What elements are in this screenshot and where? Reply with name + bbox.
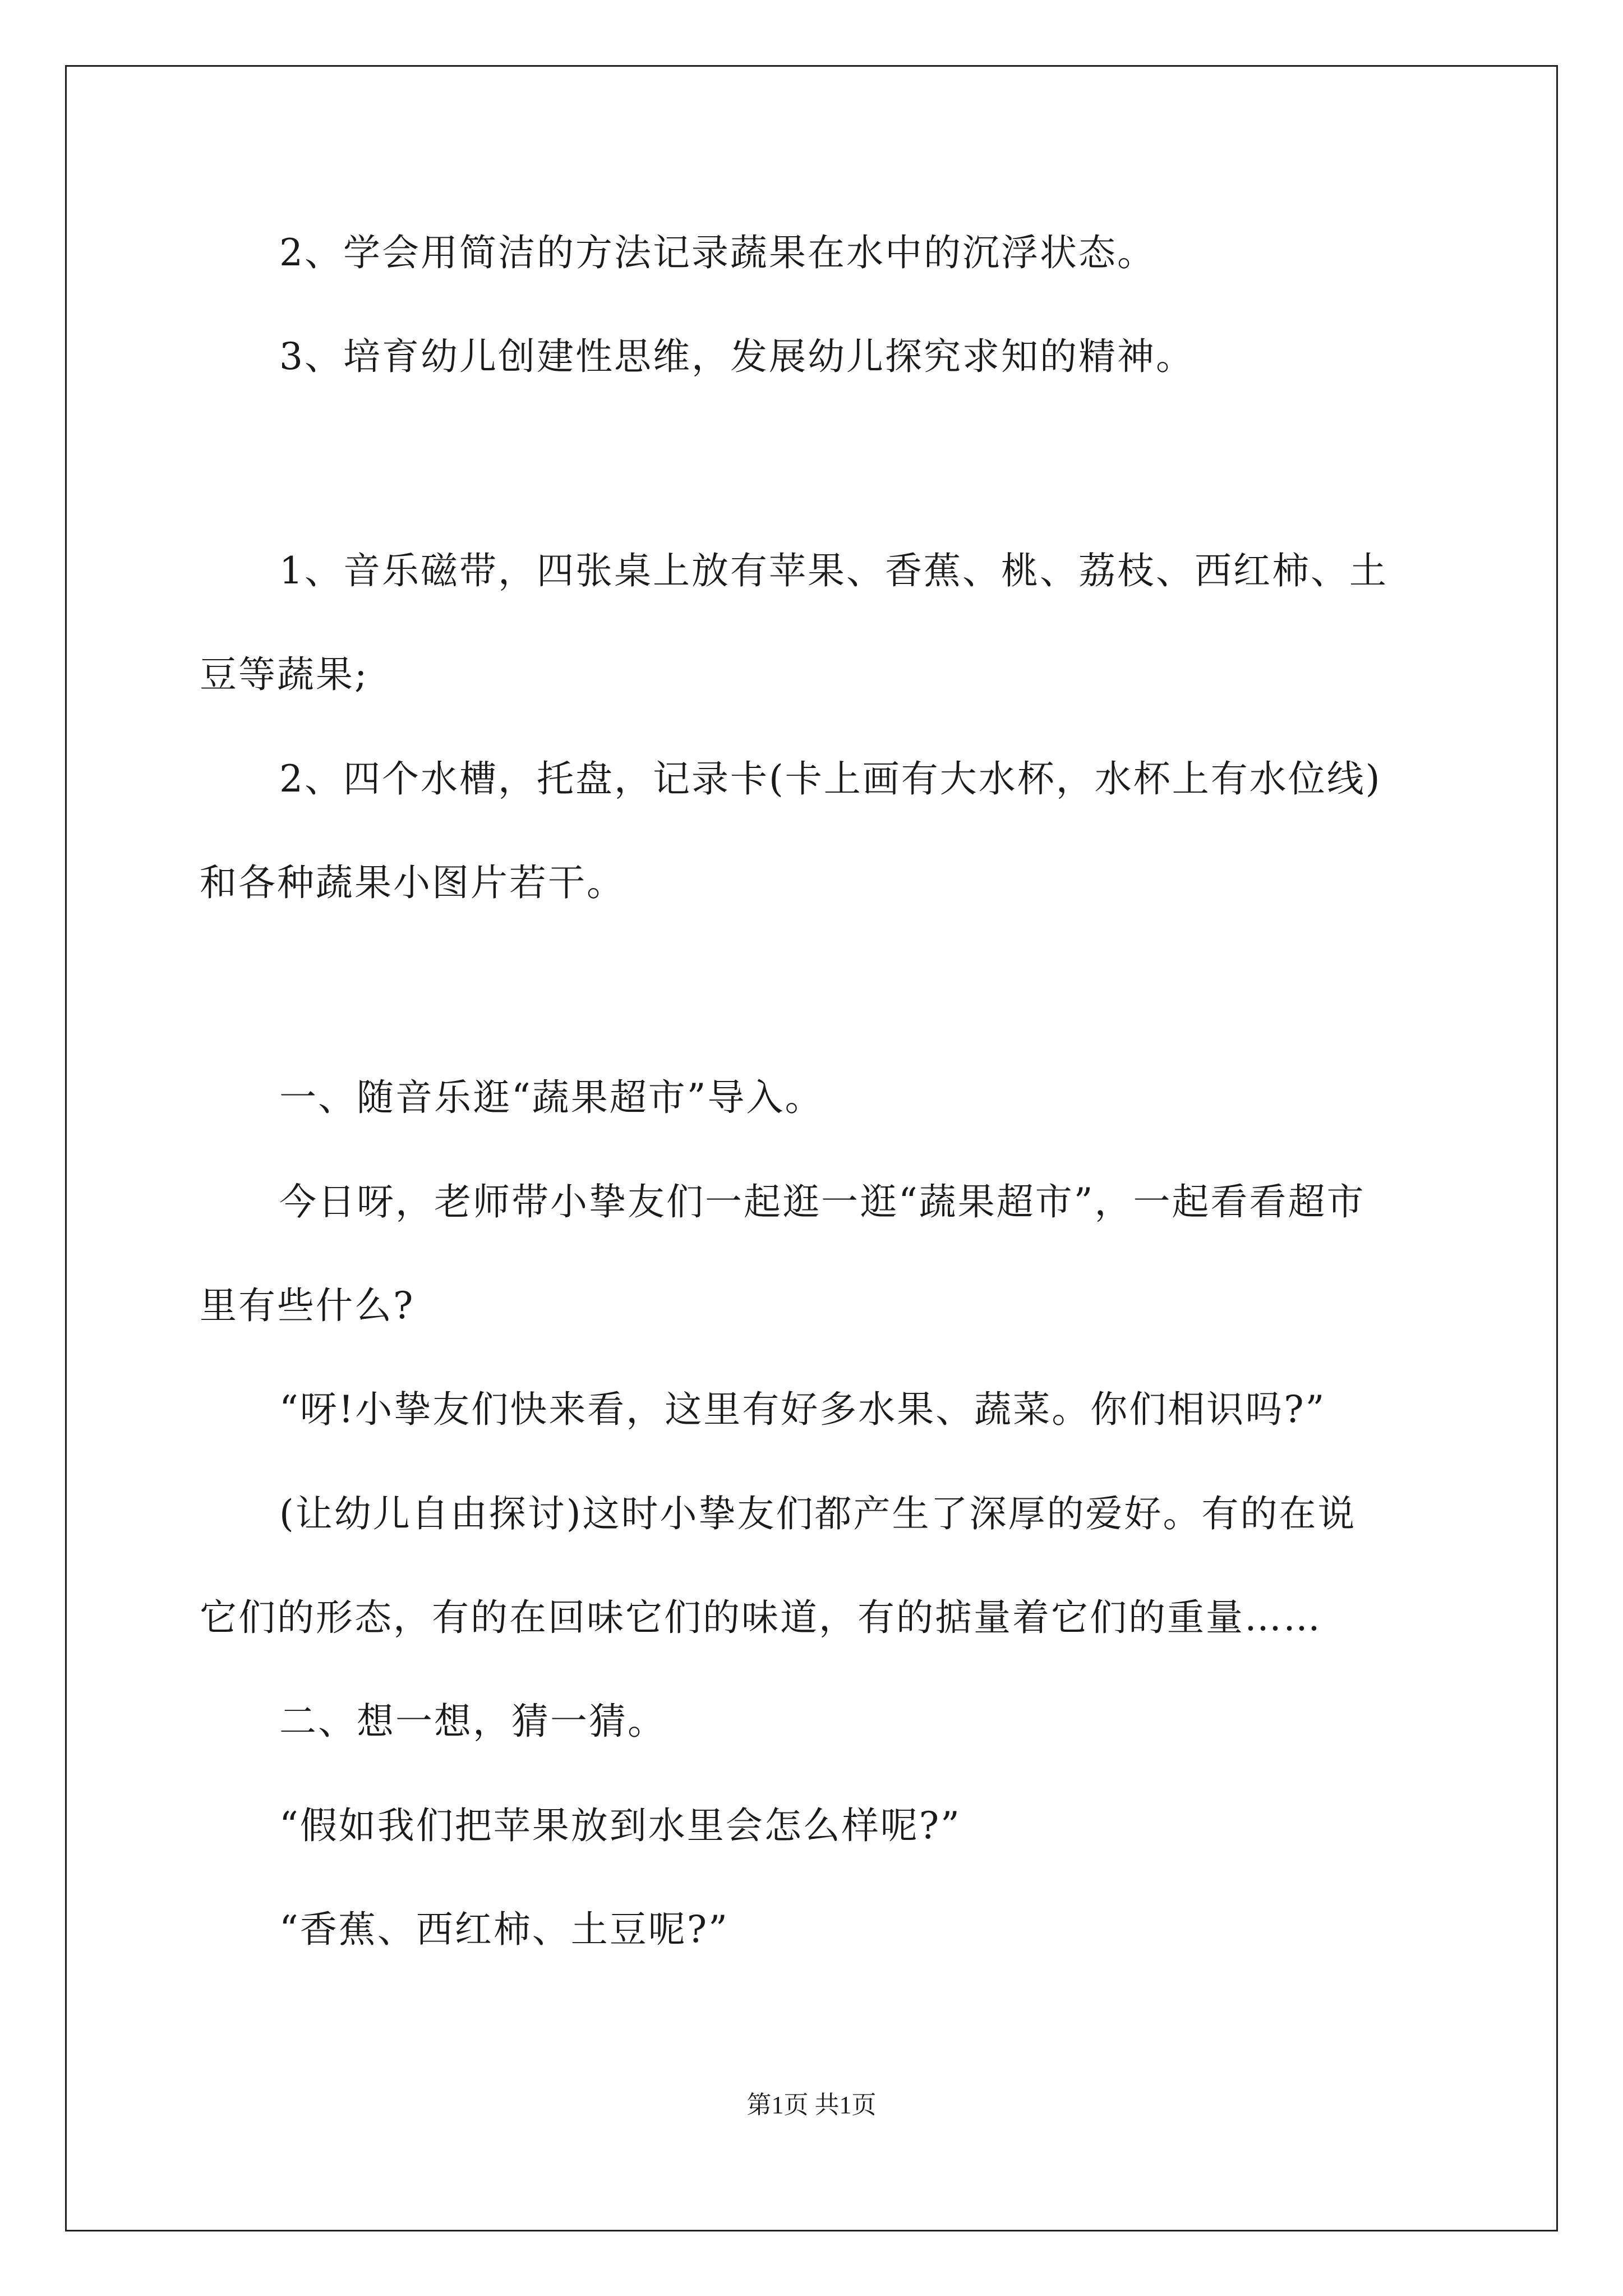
goal-2-line: 2、学会用简洁的方法记录蔬果在水中的沉浮状态。 [279, 231, 1156, 274]
material-2-line: 2、四个水槽，托盘，记录卡(卡上画有大水杯，水杯上有水位线) [279, 757, 1382, 800]
step-1-paragraph-continuation: 里有些什么? [200, 1284, 415, 1327]
question-2-line: “香蕉、西红柿、土豆呢?” [279, 1908, 729, 1951]
page-number-footer: 第1页 共1页 [746, 2091, 877, 2119]
discussion-continuation: 它们的形态，有的在回味它们的味道，有的掂量着它们的重量…… [200, 1596, 1322, 1639]
step-1-paragraph-line: 今日呀，老师带小挚友们一起逛一逛“蔬果超市”，一起看看超市 [279, 1180, 1366, 1223]
step-2-heading: 二、想一想，猜一猜。 [279, 1700, 666, 1743]
material-1-continuation: 豆等蔬果; [200, 653, 369, 696]
goal-3-line: 3、培育幼儿创建性思维，发展幼儿探究求知的精神。 [279, 335, 1195, 378]
material-2-continuation: 和各种蔬果小图片若干。 [200, 861, 625, 904]
material-1-line: 1、音乐磁带，四张桌上放有苹果、香蕉、桃、荔枝、西红柿、土 [279, 549, 1388, 592]
discussion-line: (让幼儿自由探讨)这时小挚友们都产生了深厚的爱好。有的在说 [279, 1492, 1357, 1535]
question-1-line: “假如我们把苹果放到水里会怎么样呢?” [279, 1804, 961, 1847]
quote-line: “呀!小挚友们快来看，这里有好多水果、蔬菜。你们相识吗?” [279, 1388, 1326, 1431]
step-1-heading: 一、随音乐逛“蔬果超市”导入。 [279, 1076, 824, 1119]
page-frame [65, 65, 1558, 2231]
